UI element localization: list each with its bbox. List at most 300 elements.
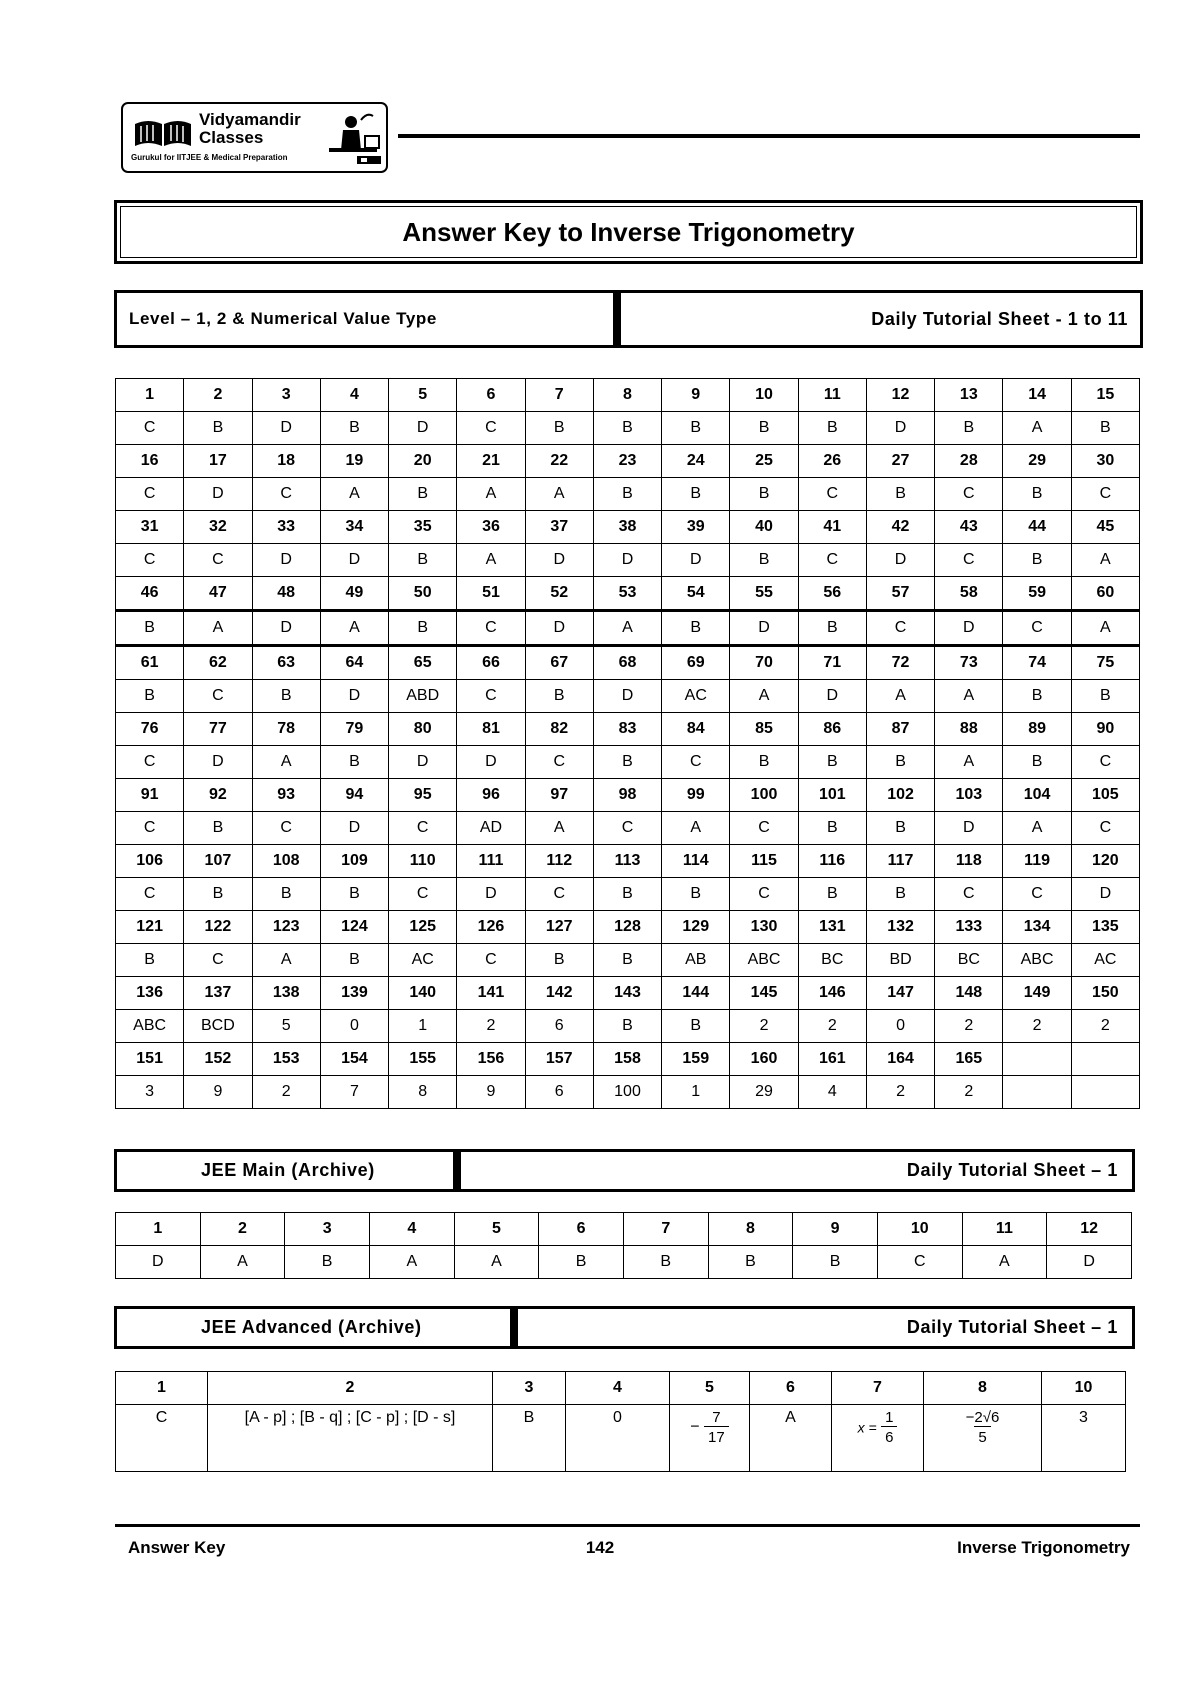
question-number-row: [116, 1043, 1140, 1076]
answer-cell: B: [730, 746, 798, 779]
question-number-cell: 47: [184, 577, 252, 611]
section-divider: [453, 1152, 461, 1189]
question-number-cell: 143: [593, 977, 661, 1010]
question-number-cell: 44: [1003, 511, 1071, 544]
question-number-cell: 124: [320, 911, 388, 944]
question-number-cell: 156: [457, 1043, 525, 1076]
question-number-cell: 24: [662, 445, 730, 478]
question-number-cell: 77: [184, 713, 252, 746]
answer-cell: 2: [1071, 1010, 1139, 1043]
answer-cell: B: [116, 611, 184, 646]
answer-cell: B: [730, 412, 798, 445]
question-number-cell: 46: [116, 577, 184, 611]
question-number-cell: 131: [798, 911, 866, 944]
question-number-cell: 96: [457, 779, 525, 812]
answer-cell: 0: [566, 1405, 670, 1472]
answer-row: [116, 1246, 1132, 1279]
answer-cell: C: [730, 812, 798, 845]
answer-cell: A: [320, 611, 388, 646]
question-number-cell: 118: [935, 845, 1003, 878]
question-number-cell: 87: [866, 713, 934, 746]
section-divider: [510, 1309, 518, 1346]
question-number-cell: 157: [525, 1043, 593, 1076]
answer-cell: D: [184, 478, 252, 511]
answer-cell: C: [1071, 746, 1139, 779]
answer-cell: C: [457, 944, 525, 977]
answer-cell: C: [730, 878, 798, 911]
answer-cell: B: [1003, 544, 1071, 577]
question-number-cell: 102: [866, 779, 934, 812]
answer-cell: 2: [798, 1010, 866, 1043]
question-number-cell: 23: [593, 445, 661, 478]
answer-cell: 2: [935, 1010, 1003, 1043]
question-number-cell: 110: [389, 845, 457, 878]
question-number-cell: 3: [493, 1372, 566, 1405]
answer-row: [116, 1076, 1140, 1109]
answer-cell: 6: [525, 1076, 593, 1109]
answer-row: [116, 680, 1140, 713]
answer-cell: B: [662, 611, 730, 646]
question-number-cell: 5: [389, 379, 457, 412]
answer-row: [116, 812, 1140, 845]
question-number-cell: 65: [389, 646, 457, 680]
answer-cell: B: [1071, 412, 1139, 445]
answer-cell: 5: [252, 1010, 320, 1043]
question-number-row: [116, 511, 1140, 544]
answer-cell: ABC: [1003, 944, 1071, 977]
question-number-cell: 27: [866, 445, 934, 478]
question-number-cell: 146: [798, 977, 866, 1010]
answer-row: [116, 611, 1140, 646]
question-number-cell: 12: [1047, 1213, 1132, 1246]
question-number-cell: 9: [662, 379, 730, 412]
question-number-cell: 164: [866, 1043, 934, 1076]
answer-row: [116, 544, 1140, 577]
question-number-cell: 11: [962, 1213, 1047, 1246]
question-number-cell: 35: [389, 511, 457, 544]
question-number-row: [116, 1372, 1126, 1405]
answer-cell: C: [116, 478, 184, 511]
answer-cell: B: [798, 611, 866, 646]
question-number-cell: 127: [525, 911, 593, 944]
answer-cell: D: [525, 611, 593, 646]
question-number-row: [116, 845, 1140, 878]
question-number-cell: 132: [866, 911, 934, 944]
fraction-denominator: 5: [974, 1426, 990, 1446]
question-number-cell: 109: [320, 845, 388, 878]
question-number-cell: 51: [457, 577, 525, 611]
fraction-denominator: 17: [704, 1426, 729, 1446]
question-number-cell: 57: [866, 577, 934, 611]
footer-right: Inverse Trigonometry: [957, 1538, 1130, 1557]
answer-cell: C: [252, 812, 320, 845]
answer-cell: C: [877, 1246, 962, 1279]
question-number-row: [116, 379, 1140, 412]
question-number-cell: 76: [116, 713, 184, 746]
answer-cell: 9: [457, 1076, 525, 1109]
answer-cell: B: [525, 944, 593, 977]
question-number-cell: 11: [798, 379, 866, 412]
question-number-cell: 42: [866, 511, 934, 544]
answer-cell: C: [116, 746, 184, 779]
answer-cell: D: [1047, 1246, 1132, 1279]
answer-cell: B: [798, 812, 866, 845]
question-number-cell: 58: [935, 577, 1003, 611]
answer-cell: 7: [320, 1076, 388, 1109]
question-number-cell: 8: [708, 1213, 793, 1246]
question-number-cell: 112: [525, 845, 593, 878]
answer-cell: 8: [389, 1076, 457, 1109]
answer-cell: A: [935, 680, 1003, 713]
question-number-row: [116, 779, 1140, 812]
answer-cell: D: [935, 812, 1003, 845]
answer-cell: ABD: [389, 680, 457, 713]
question-number-cell: 140: [389, 977, 457, 1010]
answer-cell: ABC: [730, 944, 798, 977]
jee-advanced-section-bar: [114, 1306, 1135, 1349]
logo-name-line2: Classes: [199, 128, 264, 147]
answer-cell: C: [1071, 478, 1139, 511]
question-number-cell: 134: [1003, 911, 1071, 944]
question-number-cell: 75: [1071, 646, 1139, 680]
answer-cell: B: [525, 680, 593, 713]
question-number-cell: 64: [320, 646, 388, 680]
answer-cell: C: [252, 478, 320, 511]
answer-cell: B: [866, 878, 934, 911]
answer-cell: C: [457, 611, 525, 646]
answer-cell: C: [457, 680, 525, 713]
question-number-cell: 1: [116, 379, 184, 412]
question-number-cell: 8: [593, 379, 661, 412]
answer-cell: A: [730, 680, 798, 713]
answer-cell: C: [457, 412, 525, 445]
logo-tagline: Gurukul for IITJEE & Medical Preparation: [131, 153, 288, 162]
jee-main-section-bar: [114, 1149, 1135, 1192]
answer-cell: B: [798, 878, 866, 911]
answer-cell: B: [593, 878, 661, 911]
answer-cell: B: [798, 746, 866, 779]
answer-cell: B: [662, 412, 730, 445]
question-number-cell: 161: [798, 1043, 866, 1076]
answer-cell: C: [866, 611, 934, 646]
open-book-icon: [133, 118, 193, 148]
answer-cell: C: [184, 680, 252, 713]
answer-cell: C: [593, 812, 661, 845]
question-number-cell: 48: [252, 577, 320, 611]
question-number-cell: 54: [662, 577, 730, 611]
answer-cell: 0: [866, 1010, 934, 1043]
question-number-cell: 138: [252, 977, 320, 1010]
answer-cell: AC: [662, 680, 730, 713]
answer-cell: B: [798, 412, 866, 445]
question-number-cell: 158: [593, 1043, 661, 1076]
answer-cell: D: [116, 1246, 201, 1279]
question-number-cell: 119: [1003, 845, 1071, 878]
answer-cell: 2: [1003, 1010, 1071, 1043]
question-number-cell: 97: [525, 779, 593, 812]
answer-cell: B: [116, 944, 184, 977]
answer-cell: A: [457, 478, 525, 511]
question-number-cell: [1003, 1043, 1071, 1076]
question-number-cell: 145: [730, 977, 798, 1010]
question-number-cell: 33: [252, 511, 320, 544]
answer-cell: B: [1003, 478, 1071, 511]
question-number-cell: 1: [116, 1372, 208, 1405]
question-number-cell: [1071, 1043, 1139, 1076]
question-number-cell: 151: [116, 1043, 184, 1076]
level-section-bar: [114, 290, 1143, 348]
question-number-cell: 7: [623, 1213, 708, 1246]
level-section-sheet: Daily Tutorial Sheet - 1 to 11: [871, 308, 1128, 329]
answer-cell: BC: [935, 944, 1003, 977]
question-number-cell: 60: [1071, 577, 1139, 611]
answer-cell: B: [593, 478, 661, 511]
question-number-cell: 16: [116, 445, 184, 478]
question-number-cell: 93: [252, 779, 320, 812]
answer-cell: A: [962, 1246, 1047, 1279]
question-number-cell: 55: [730, 577, 798, 611]
question-number-cell: 21: [457, 445, 525, 478]
question-number-cell: 114: [662, 845, 730, 878]
answer-cell: C: [935, 878, 1003, 911]
question-number-cell: 116: [798, 845, 866, 878]
question-number-cell: 62: [184, 646, 252, 680]
question-number-cell: 30: [1071, 445, 1139, 478]
question-number-cell: 10: [1042, 1372, 1126, 1405]
jee-advanced-label: JEE Advanced (Archive): [201, 1317, 422, 1337]
question-number-cell: 115: [730, 845, 798, 878]
main-answer-table: [115, 378, 1140, 1109]
question-number-cell: 40: [730, 511, 798, 544]
question-number-cell: 3: [285, 1213, 370, 1246]
answer-cell: C: [116, 544, 184, 577]
answer-cell: C: [935, 478, 1003, 511]
level-section-label: Level – 1, 2 & Numerical Value Type: [129, 309, 437, 328]
answer-cell: B: [389, 611, 457, 646]
question-number-cell: 148: [935, 977, 1003, 1010]
fraction-numerator: 7: [712, 1409, 721, 1426]
answer-cell: D: [457, 746, 525, 779]
answer-cell: 2: [457, 1010, 525, 1043]
footer-left: Answer Key: [128, 1538, 226, 1557]
question-number-cell: 14: [1003, 379, 1071, 412]
question-number-cell: 67: [525, 646, 593, 680]
question-number-cell: 4: [566, 1372, 670, 1405]
answer-cell: A: [935, 746, 1003, 779]
question-number-cell: 3: [252, 379, 320, 412]
answer-cell: B: [389, 478, 457, 511]
answer-cell: B: [866, 478, 934, 511]
question-number-cell: 4: [320, 379, 388, 412]
question-number-cell: 72: [866, 646, 934, 680]
answer-cell: BCD: [184, 1010, 252, 1043]
answer-cell: A: [593, 611, 661, 646]
jee-main-sheet: Daily Tutorial Sheet – 1: [906, 1160, 1118, 1180]
question-number-row: [116, 646, 1140, 680]
question-number-cell: 85: [730, 713, 798, 746]
answer-cell: C: [116, 878, 184, 911]
question-number-cell: 144: [662, 977, 730, 1010]
question-number-cell: 38: [593, 511, 661, 544]
question-number-cell: 89: [1003, 713, 1071, 746]
question-number-cell: 80: [389, 713, 457, 746]
answer-cell: ABC: [116, 1010, 184, 1043]
answer-cell: [924, 1405, 1042, 1472]
answer-cell: 2: [252, 1076, 320, 1109]
answer-cell: A: [750, 1405, 832, 1472]
answer-cell: B: [525, 412, 593, 445]
answer-cell: 6: [525, 1010, 593, 1043]
question-number-cell: 63: [252, 646, 320, 680]
question-number-cell: 113: [593, 845, 661, 878]
question-number-cell: 129: [662, 911, 730, 944]
answer-cell: D: [866, 544, 934, 577]
header-rule: [398, 134, 1140, 138]
answer-cell: D: [320, 680, 388, 713]
question-number-cell: 2: [200, 1213, 285, 1246]
question-number-cell: 122: [184, 911, 252, 944]
answer-cell: BD: [866, 944, 934, 977]
fraction-denominator: 6: [881, 1426, 897, 1446]
question-number-cell: 7: [832, 1372, 924, 1405]
question-number-cell: 37: [525, 511, 593, 544]
question-number-row: [116, 713, 1140, 746]
answer-cell: B: [935, 412, 1003, 445]
question-number-cell: 6: [457, 379, 525, 412]
answer-cell: B: [662, 878, 730, 911]
answer-cell: [832, 1405, 924, 1472]
question-number-cell: 137: [184, 977, 252, 1010]
answer-cell: B: [285, 1246, 370, 1279]
answer-cell: B: [184, 812, 252, 845]
answer-cell: A: [252, 944, 320, 977]
question-number-cell: 53: [593, 577, 661, 611]
question-number-cell: 34: [320, 511, 388, 544]
answer-cell: B: [593, 944, 661, 977]
answer-cell: C: [116, 412, 184, 445]
page-number: 142: [585, 1538, 615, 1557]
answer-cell: C: [389, 878, 457, 911]
question-number-cell: 12: [866, 379, 934, 412]
question-number-row: [116, 577, 1140, 611]
question-number-cell: 149: [1003, 977, 1071, 1010]
answer-cell: A: [369, 1246, 454, 1279]
question-number-cell: 123: [252, 911, 320, 944]
question-number-cell: 117: [866, 845, 934, 878]
question-number-cell: 95: [389, 779, 457, 812]
question-number-cell: 126: [457, 911, 525, 944]
answer-cell: C: [116, 1405, 208, 1472]
answer-cell: A: [320, 478, 388, 511]
question-number-cell: 121: [116, 911, 184, 944]
answer-cell: D: [593, 680, 661, 713]
question-number-cell: 152: [184, 1043, 252, 1076]
answer-cell: A: [525, 478, 593, 511]
question-number-cell: 25: [730, 445, 798, 478]
answer-cell: BC: [798, 944, 866, 977]
fraction-numerator: 1: [885, 1409, 894, 1426]
question-number-cell: 73: [935, 646, 1003, 680]
answer-cell: D: [252, 412, 320, 445]
answer-row: [116, 944, 1140, 977]
question-number-cell: 10: [730, 379, 798, 412]
answer-cell: B: [623, 1246, 708, 1279]
question-number-cell: 13: [935, 379, 1003, 412]
question-number-cell: 22: [525, 445, 593, 478]
fraction-sign: −: [690, 1418, 700, 1436]
answer-cell: B: [539, 1246, 624, 1279]
answer-cell: C: [1071, 812, 1139, 845]
answer-cell: B: [866, 812, 934, 845]
footer-rule: [115, 1524, 1140, 1527]
answer-cell: 2: [730, 1010, 798, 1043]
answer-cell: AC: [1071, 944, 1139, 977]
answer-cell: C: [116, 812, 184, 845]
question-number-cell: 28: [935, 445, 1003, 478]
question-number-cell: 111: [457, 845, 525, 878]
question-number-cell: 18: [252, 445, 320, 478]
question-number-cell: 4: [369, 1213, 454, 1246]
answer-cell: 100: [593, 1076, 661, 1109]
question-number-cell: 120: [1071, 845, 1139, 878]
answer-cell: A: [662, 812, 730, 845]
question-number-cell: 160: [730, 1043, 798, 1076]
answer-cell: B: [662, 1010, 730, 1043]
answer-cell: 29: [730, 1076, 798, 1109]
answer-cell: D: [457, 878, 525, 911]
question-number-cell: 32: [184, 511, 252, 544]
question-number-cell: 10: [877, 1213, 962, 1246]
fraction: [704, 1409, 729, 1446]
answer-row: [116, 412, 1140, 445]
fraction-numerator: −2√6: [965, 1409, 1000, 1426]
question-number-cell: 36: [457, 511, 525, 544]
answer-cell: C: [389, 812, 457, 845]
question-number-cell: 165: [935, 1043, 1003, 1076]
question-number-cell: 139: [320, 977, 388, 1010]
answer-cell: B: [730, 478, 798, 511]
question-number-cell: 130: [730, 911, 798, 944]
answer-cell: AD: [457, 812, 525, 845]
answer-cell: [1003, 1076, 1071, 1109]
question-number-cell: 26: [798, 445, 866, 478]
answer-cell: B: [389, 544, 457, 577]
answer-cell: A: [200, 1246, 285, 1279]
question-number-cell: 136: [116, 977, 184, 1010]
question-number-cell: 107: [184, 845, 252, 878]
question-number-cell: 155: [389, 1043, 457, 1076]
answer-cell: D: [525, 544, 593, 577]
answer-cell: AC: [389, 944, 457, 977]
question-number-cell: 41: [798, 511, 866, 544]
answer-cell: B: [730, 544, 798, 577]
answer-cell: B: [320, 878, 388, 911]
answer-cell: C: [1003, 878, 1071, 911]
question-number-cell: 150: [1071, 977, 1139, 1010]
question-number-row: [116, 1213, 1132, 1246]
answer-row: [116, 746, 1140, 779]
answer-cell: D: [389, 412, 457, 445]
answer-cell: C: [798, 478, 866, 511]
equation-prefix: x =: [857, 1419, 877, 1436]
answer-cell: B: [252, 878, 320, 911]
answer-cell: D: [798, 680, 866, 713]
question-number-cell: 56: [798, 577, 866, 611]
question-number-cell: 9: [793, 1213, 878, 1246]
question-number-row: [116, 977, 1140, 1010]
question-number-cell: 100: [730, 779, 798, 812]
question-number-cell: 68: [593, 646, 661, 680]
